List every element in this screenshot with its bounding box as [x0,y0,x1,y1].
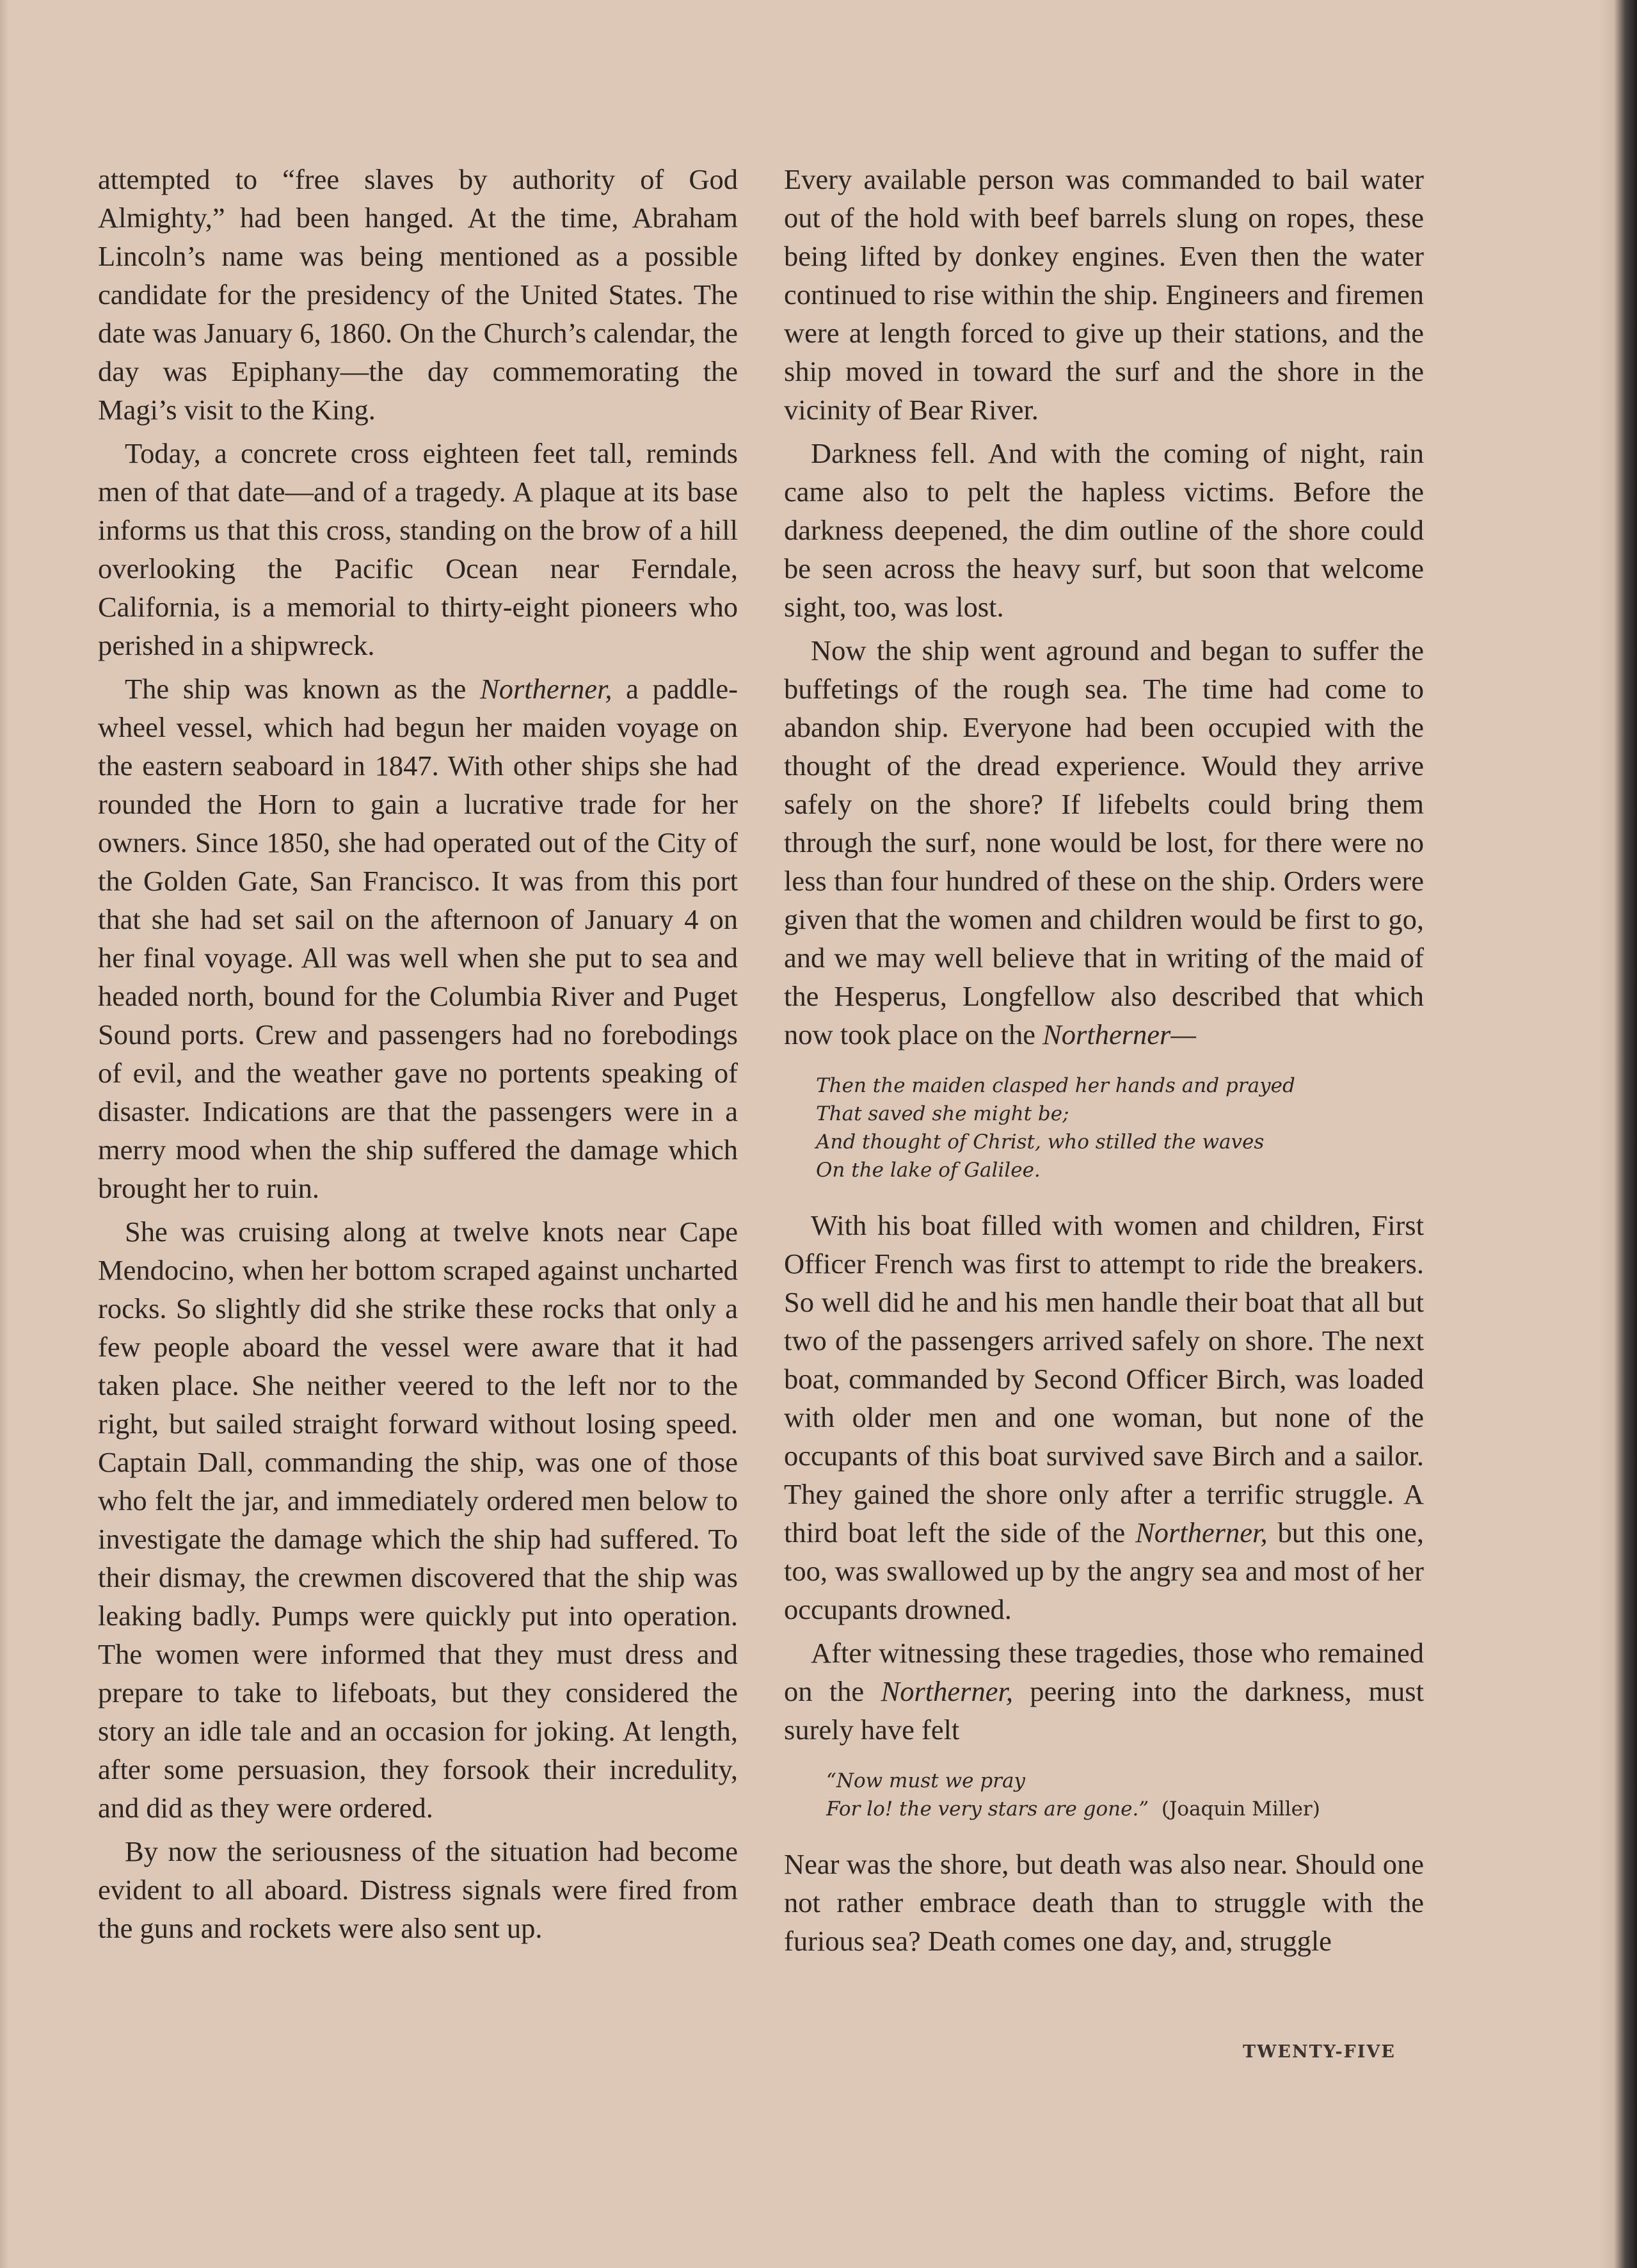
page-right-edge [1599,0,1637,2268]
paragraph: Today, a concrete cross eighteen feet tall, reminds men of that date—and of a tragedy. A plaque at its base informs us that this cross, standing on the brow of a hill overlooking the Pacific Ocean near Ferndale, California, is a memorial to thirty-eight pioneers who perished in a shipwreck. [98,437,738,661]
verse-line [826,1795,1424,1823]
verse-line: On the lake of Galilee. [816,1159,1041,1182]
verse-line: “Now must we pray [826,1769,1025,1792]
paragraph-text: With his boat filled with women and children, First Officer French was first to attempt to ride the breakers. So well did he and his men handle their boat that all but two of the passengers arrived safely on shore. The next boat, commanded by Second Officer Birch, was loaded with older men and one woman, but none of the occupants of this boat survived save Birch and a sailor. They gained the shore only after a terrific struggle. A third boat left the side of the [784,1209,1424,1548]
paragraph: By now the seriousness of the situation had become evident to all aboard. Distress signals were fired from the guns and rockets were also sent up. [98,1835,738,1944]
ship-name: Northerner, [1135,1516,1268,1548]
page-number: TWENTY-FIVE [1243,2042,1396,2062]
paragraph-text: Now the ship went aground and began to suffer the buffetings of the rough sea. The time had come to abandon ship. Everyone had been occupied with the thought of the dread experience. Would they arrive safely on the shore? If lifebelts could bring them through the surf, none would be lost, for there were no less than four hundred of these on the ship. Orders were given that the women and children would be first to go, and we may well believe that in writing of the maid of the Hesperus, Longfellow also described that which now took place on the [784,634,1424,1050]
paragraph: attempted to “free slaves by authority of God Almighty,” had been hanged. At the time, Abraham Lincoln’s name was being mentioned as a possible candidate for the presidency of the United States. The date was January 6, 1860. On the Church’s calendar, the day was Epiphany—the day commemorating the Magi’s visit to the King. [98,163,738,426]
verse-line-text: For lo! the very stars are gone.” [826,1798,1149,1821]
verse-quote-longfellow [816,1072,1424,1184]
paragraph [784,1206,1424,1629]
paragraph: Every available person was commanded to bail water out of the hold with beef barrels slung on ropes, these being lifted by donkey engines. Even then the water continued to rise within the ship. Engineers and firemen were at length forced to give up their stations, and the ship moved in toward the surf and the shore in the vicinity of Bear River. [784,163,1424,426]
paragraph [98,670,738,1207]
ship-name: Northerner, [881,1675,1013,1707]
paragraph-text: but this one, too, was swallowed up by the angry sea and most of her occupants drowned. [784,1516,1424,1625]
paragraph: Near was the shore, but death was also near. Should one not rather embrace death than to struggle with the furious sea? Death comes one day, and, struggle [784,1848,1424,1957]
paragraph [784,631,1424,1054]
paragraph: Darkness fell. And with the coming of night, rain came also to pelt the hapless victims. Before the darkness deepened, the dim outline of the shore could be seen across the heavy surf, but soon that welcome sight, too, was lost. [784,437,1424,623]
verse-line: And thought of Christ, who stilled the waves [816,1130,1265,1154]
verse-line: Then the maiden clasped her hands and prayed [816,1074,1295,1097]
ship-name: Northerner— [1042,1018,1196,1050]
ship-name: Northerner, [480,673,612,705]
paragraph-text: peering into the darkness, must surely have felt [784,1675,1424,1746]
verse-line: That saved she might be; [816,1102,1069,1125]
left-column [98,160,738,1952]
paragraph-text: a paddle-wheel vessel, which had begun her maiden voyage on the eastern seaboard in 1847. With other ships she had rounded the Horn to gain a lucrative trade for her owners. Since 1850, she had operated out of the City of the Golden Gate, San Francisco. It was from this port that she had set sail on the afternoon of January 4 on her final voyage. All was well when she put to sea and headed north, bound for the Columbia River and Puget Sound ports. Crew and passengers had no forebodings of evil, and the weather gave no portents speaking of disaster. Indications are that the passengers were in a merry mood when the ship suffered the damage which brought her to ruin. [98,673,739,1204]
right-column [784,160,1424,1965]
paragraph-text: After witnessing these tragedies, those who remained on the [784,1637,1424,1707]
page-left-edge [0,0,9,2268]
paragraph-text: The ship was known as the [125,673,481,705]
paragraph [784,1634,1424,1749]
paragraph: She was cruising along at twelve knots near Cape Mendocino, when her bottom scraped against uncharted rocks. So slightly did she strike these rocks that only a few people aboard the vessel were aware that it had taken place. She neither veered to the left nor to the right, but sailed straight forward without losing speed. Captain Dall, commanding the ship, was one of those who felt the jar, and immediately ordered men below to investigate the damage which the ship had suffered. To their dismay, the crewmen discovered that the ship was leaking badly. Pumps were quickly put into operation. The women were informed that they must dress and prepare to take to lifeboats, but they considered the story an idle tale and an occasion for joking. At length, after some persuasion, they forsook their incredulity, and did as they were ordered. [98,1216,738,1824]
verse-credit: (Joaquin Miller) [1161,1798,1320,1821]
verse-quote-miller [826,1767,1424,1823]
